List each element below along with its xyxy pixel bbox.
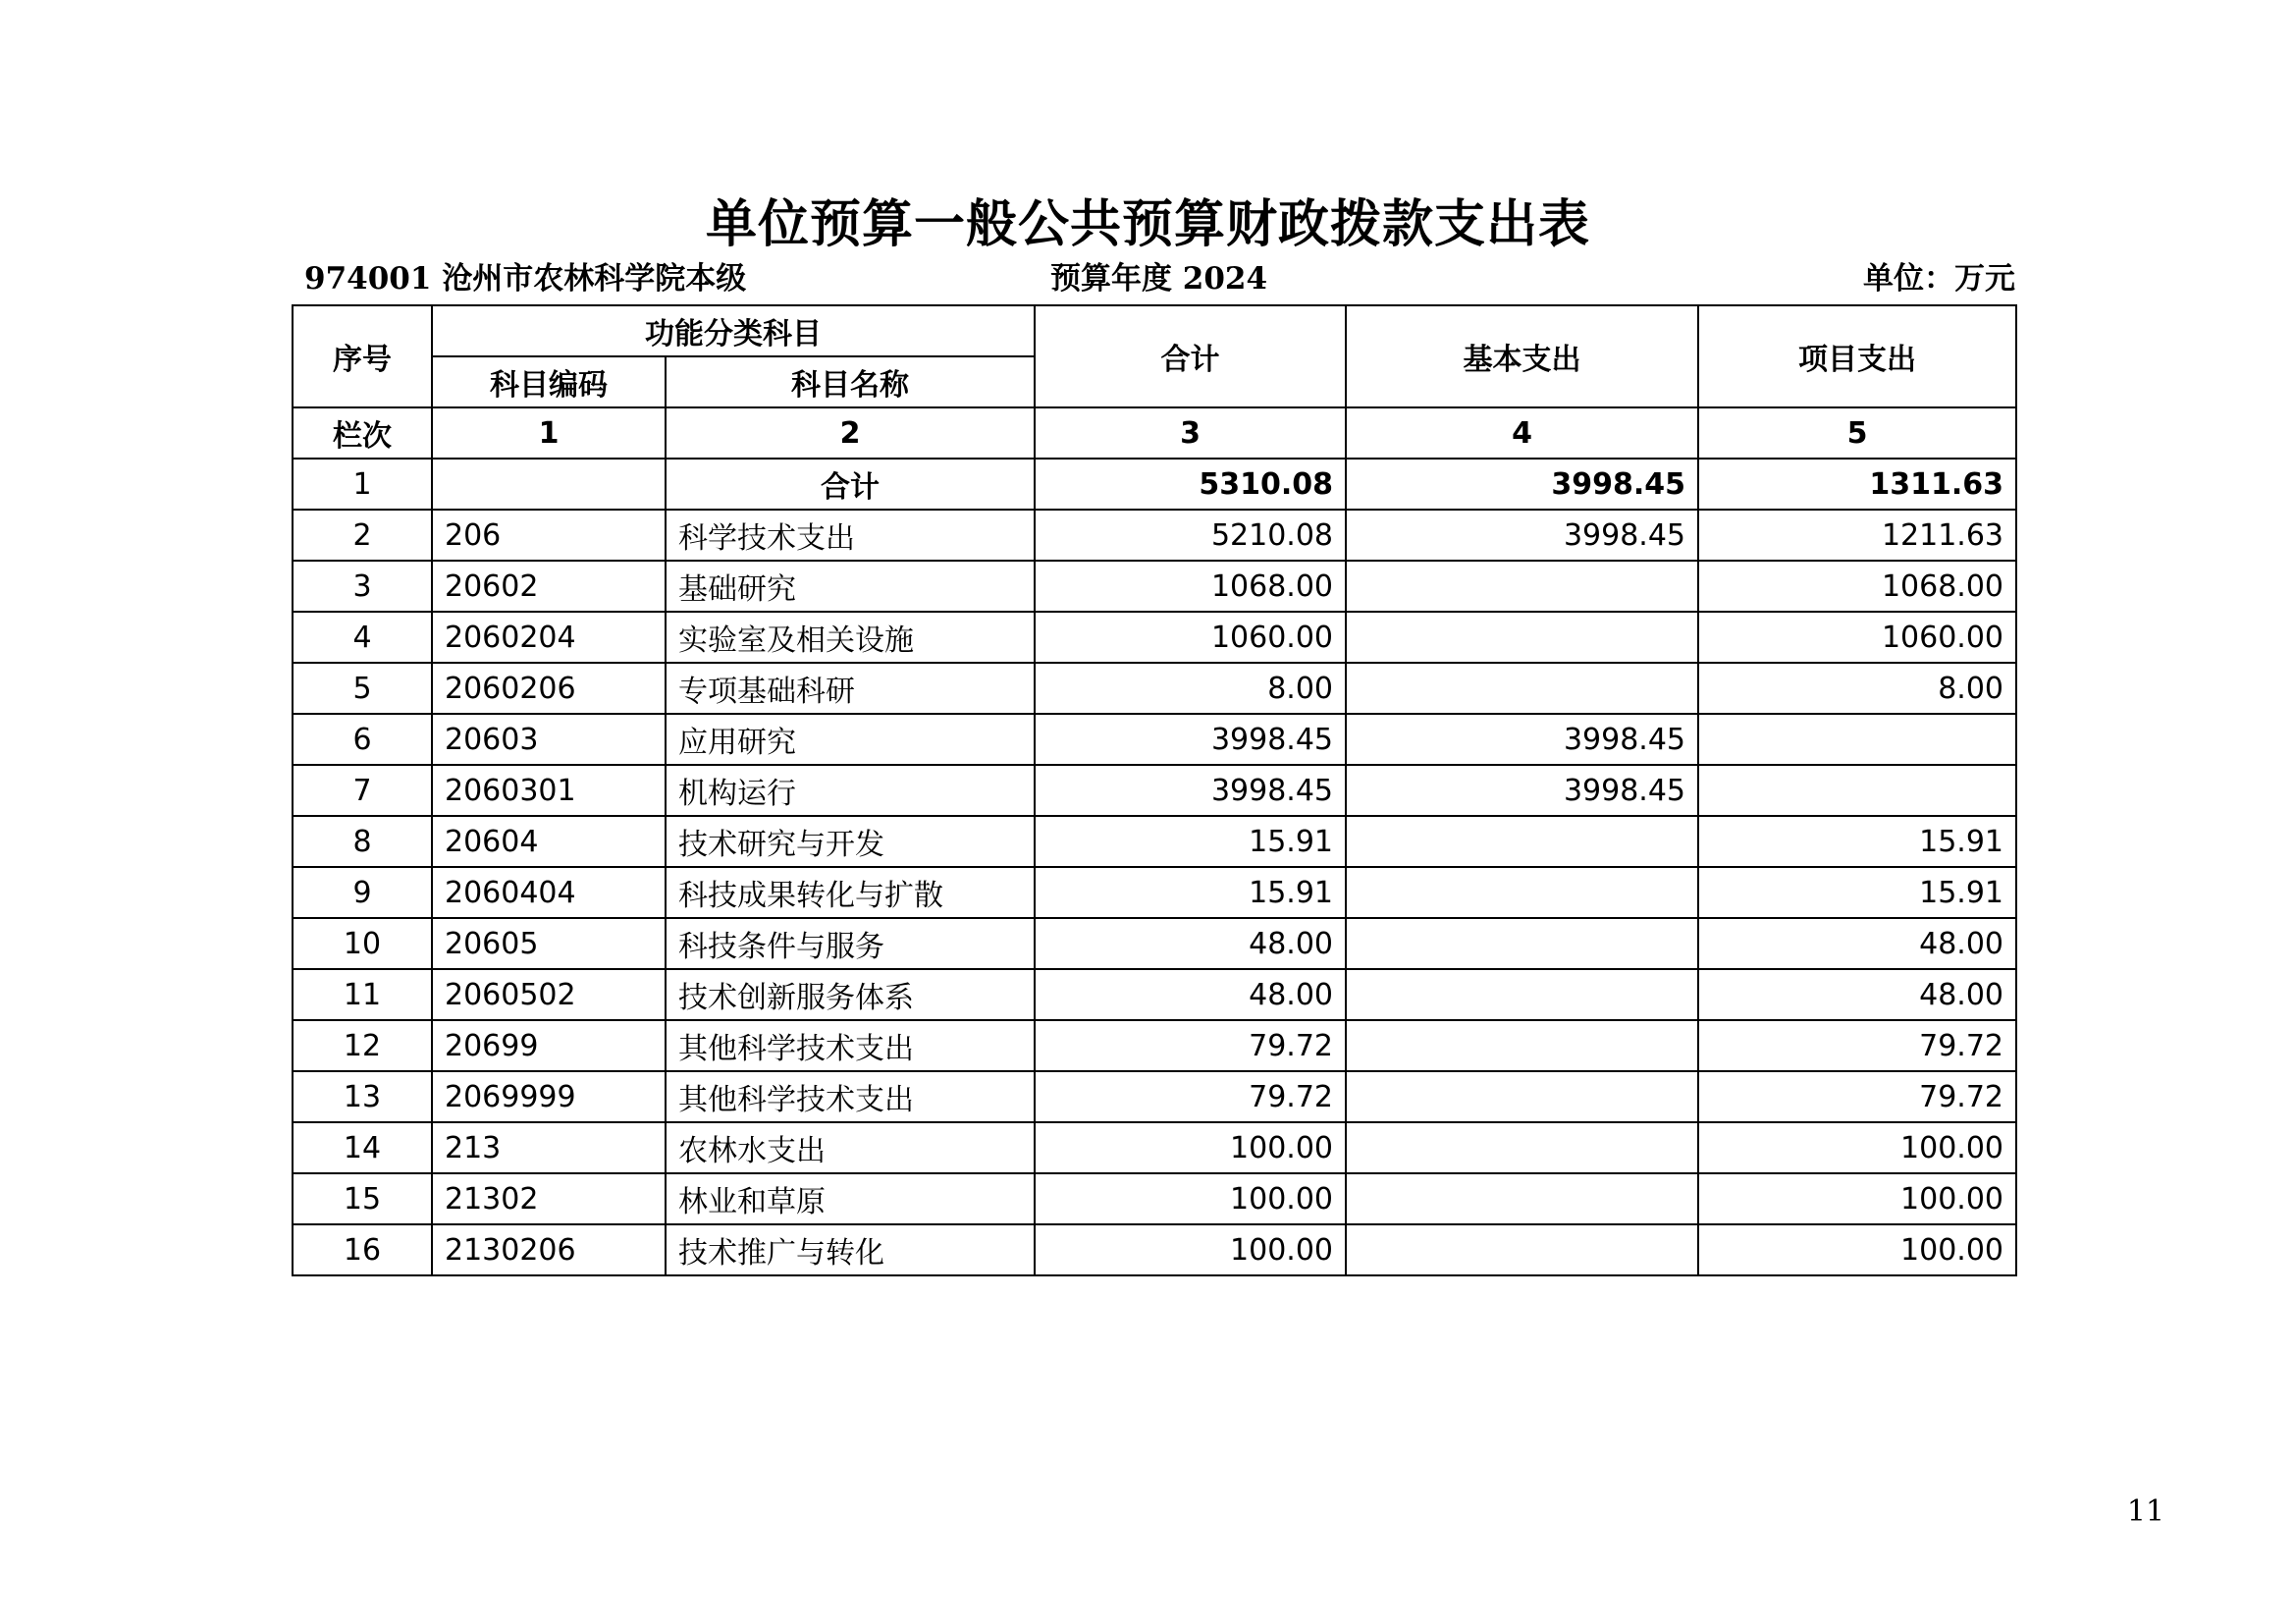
table-row xyxy=(293,561,2016,612)
cell-code: 21302 xyxy=(432,1173,666,1224)
cell-name: 专项基础科研 xyxy=(666,663,1035,714)
cell-name: 技术研究与开发 xyxy=(666,816,1035,867)
cell-name: 农林水支出 xyxy=(666,1122,1035,1173)
cell-code: 2130206 xyxy=(432,1224,666,1275)
cell-code: 213 xyxy=(432,1122,666,1173)
cell-seq: 12 xyxy=(293,1020,432,1071)
column-index-label: 栏次 xyxy=(293,407,432,459)
header-basic: 基本支出 xyxy=(1346,305,1698,407)
cell-total: 48.00 xyxy=(1035,918,1346,969)
table-row xyxy=(293,1020,2016,1071)
cell-total: 5310.08 xyxy=(1035,459,1346,510)
table-row xyxy=(293,1173,2016,1224)
cell-total: 1060.00 xyxy=(1035,612,1346,663)
cell-total: 100.00 xyxy=(1035,1173,1346,1224)
cell-project: 100.00 xyxy=(1698,1122,2016,1173)
cell-name: 其他科学技术支出 xyxy=(666,1071,1035,1122)
table-row xyxy=(293,765,2016,816)
cell-total: 79.72 xyxy=(1035,1020,1346,1071)
cell-total: 1068.00 xyxy=(1035,561,1346,612)
cell-code: 20699 xyxy=(432,1020,666,1071)
cell-basic xyxy=(1346,663,1698,714)
cell-basic xyxy=(1346,867,1698,918)
table-row xyxy=(293,663,2016,714)
cell-total: 3998.45 xyxy=(1035,714,1346,765)
column-index: 5 xyxy=(1698,407,2016,459)
table-row xyxy=(293,1071,2016,1122)
table-row xyxy=(293,1224,2016,1275)
cell-project xyxy=(1698,714,2016,765)
cell-seq: 11 xyxy=(293,969,432,1020)
cell-name: 机构运行 xyxy=(666,765,1035,816)
unit-info: 974001 沧州市农林科学院本级 xyxy=(304,261,747,297)
cell-name: 林业和草原 xyxy=(666,1173,1035,1224)
cell-basic xyxy=(1346,1224,1698,1275)
cell-basic xyxy=(1346,612,1698,663)
cell-project: 100.00 xyxy=(1698,1224,2016,1275)
cell-total: 79.72 xyxy=(1035,1071,1346,1122)
cell-seq: 14 xyxy=(293,1122,432,1173)
cell-code: 20602 xyxy=(432,561,666,612)
cell-basic xyxy=(1346,1020,1698,1071)
cell-name: 合计 xyxy=(666,459,1035,510)
cell-code: 20603 xyxy=(432,714,666,765)
header-category: 功能分类科目 xyxy=(432,305,1035,356)
header-name: 科目名称 xyxy=(666,356,1035,407)
budget-table xyxy=(292,304,2017,1276)
cell-code: 206 xyxy=(432,510,666,561)
cell-name: 技术创新服务体系 xyxy=(666,969,1035,1020)
cell-name: 其他科学技术支出 xyxy=(666,1020,1035,1071)
cell-project: 8.00 xyxy=(1698,663,2016,714)
cell-total: 8.00 xyxy=(1035,663,1346,714)
cell-project: 48.00 xyxy=(1698,969,2016,1020)
table-body xyxy=(293,459,2016,1275)
cell-project: 1068.00 xyxy=(1698,561,2016,612)
cell-project: 79.72 xyxy=(1698,1020,2016,1071)
cell-name: 科学技术支出 xyxy=(666,510,1035,561)
cell-name: 科技条件与服务 xyxy=(666,918,1035,969)
currency-unit: 单位：万元 xyxy=(1863,261,2015,297)
cell-name: 实验室及相关设施 xyxy=(666,612,1035,663)
cell-total: 100.00 xyxy=(1035,1122,1346,1173)
cell-seq: 16 xyxy=(293,1224,432,1275)
cell-basic xyxy=(1346,1122,1698,1173)
table-row xyxy=(293,816,2016,867)
cell-project: 1311.63 xyxy=(1698,459,2016,510)
page-title: 单位预算一般公共预算财政拨款支出表 xyxy=(705,194,1590,254)
cell-seq: 9 xyxy=(293,867,432,918)
cell-basic: 3998.45 xyxy=(1346,459,1698,510)
cell-project: 48.00 xyxy=(1698,918,2016,969)
cell-code: 2060502 xyxy=(432,969,666,1020)
cell-total: 15.91 xyxy=(1035,816,1346,867)
cell-project: 1211.63 xyxy=(1698,510,2016,561)
cell-basic xyxy=(1346,1173,1698,1224)
cell-basic: 3998.45 xyxy=(1346,765,1698,816)
cell-total: 5210.08 xyxy=(1035,510,1346,561)
cell-basic xyxy=(1346,969,1698,1020)
table-row xyxy=(293,969,2016,1020)
cell-name: 应用研究 xyxy=(666,714,1035,765)
budget-year: 预算年度 2024 xyxy=(1050,261,1268,297)
cell-seq: 15 xyxy=(293,1173,432,1224)
cell-total: 48.00 xyxy=(1035,969,1346,1020)
header-total: 合计 xyxy=(1035,305,1346,407)
table-row xyxy=(293,612,2016,663)
header-seq: 序号 xyxy=(293,305,432,407)
table-row xyxy=(293,918,2016,969)
cell-seq: 7 xyxy=(293,765,432,816)
cell-code: 2060204 xyxy=(432,612,666,663)
header-code: 科目编码 xyxy=(432,356,666,407)
cell-project: 1060.00 xyxy=(1698,612,2016,663)
cell-project: 79.72 xyxy=(1698,1071,2016,1122)
cell-code: 2060206 xyxy=(432,663,666,714)
cell-seq: 6 xyxy=(293,714,432,765)
cell-basic xyxy=(1346,816,1698,867)
cell-seq: 2 xyxy=(293,510,432,561)
cell-seq: 4 xyxy=(293,612,432,663)
column-index: 3 xyxy=(1035,407,1346,459)
cell-name: 科技成果转化与扩散 xyxy=(666,867,1035,918)
cell-basic xyxy=(1346,561,1698,612)
cell-name: 基础研究 xyxy=(666,561,1035,612)
cell-basic: 3998.45 xyxy=(1346,510,1698,561)
cell-basic xyxy=(1346,918,1698,969)
cell-total: 15.91 xyxy=(1035,867,1346,918)
column-index-row xyxy=(293,407,2016,459)
cell-project: 15.91 xyxy=(1698,867,2016,918)
table-row xyxy=(293,510,2016,561)
column-index: 1 xyxy=(432,407,666,459)
cell-seq: 1 xyxy=(293,459,432,510)
page-number: 11 xyxy=(2126,1494,2164,1529)
cell-seq: 10 xyxy=(293,918,432,969)
cell-seq: 8 xyxy=(293,816,432,867)
cell-basic: 3998.45 xyxy=(1346,714,1698,765)
cell-seq: 5 xyxy=(293,663,432,714)
cell-code: 20605 xyxy=(432,918,666,969)
table-row xyxy=(293,1122,2016,1173)
cell-basic xyxy=(1346,1071,1698,1122)
cell-code xyxy=(432,459,666,510)
table-row xyxy=(293,714,2016,765)
cell-code: 2069999 xyxy=(432,1071,666,1122)
cell-project xyxy=(1698,765,2016,816)
column-index: 4 xyxy=(1346,407,1698,459)
table-row xyxy=(293,459,2016,510)
cell-seq: 13 xyxy=(293,1071,432,1122)
cell-total: 100.00 xyxy=(1035,1224,1346,1275)
cell-project: 15.91 xyxy=(1698,816,2016,867)
cell-code: 2060301 xyxy=(432,765,666,816)
column-index: 2 xyxy=(666,407,1035,459)
header-project: 项目支出 xyxy=(1698,305,2016,407)
cell-total: 3998.45 xyxy=(1035,765,1346,816)
cell-seq: 3 xyxy=(293,561,432,612)
header-row-1 xyxy=(293,305,2016,356)
cell-code: 20604 xyxy=(432,816,666,867)
cell-project: 100.00 xyxy=(1698,1173,2016,1224)
table-row xyxy=(293,867,2016,918)
cell-name: 技术推广与转化 xyxy=(666,1224,1035,1275)
cell-code: 2060404 xyxy=(432,867,666,918)
